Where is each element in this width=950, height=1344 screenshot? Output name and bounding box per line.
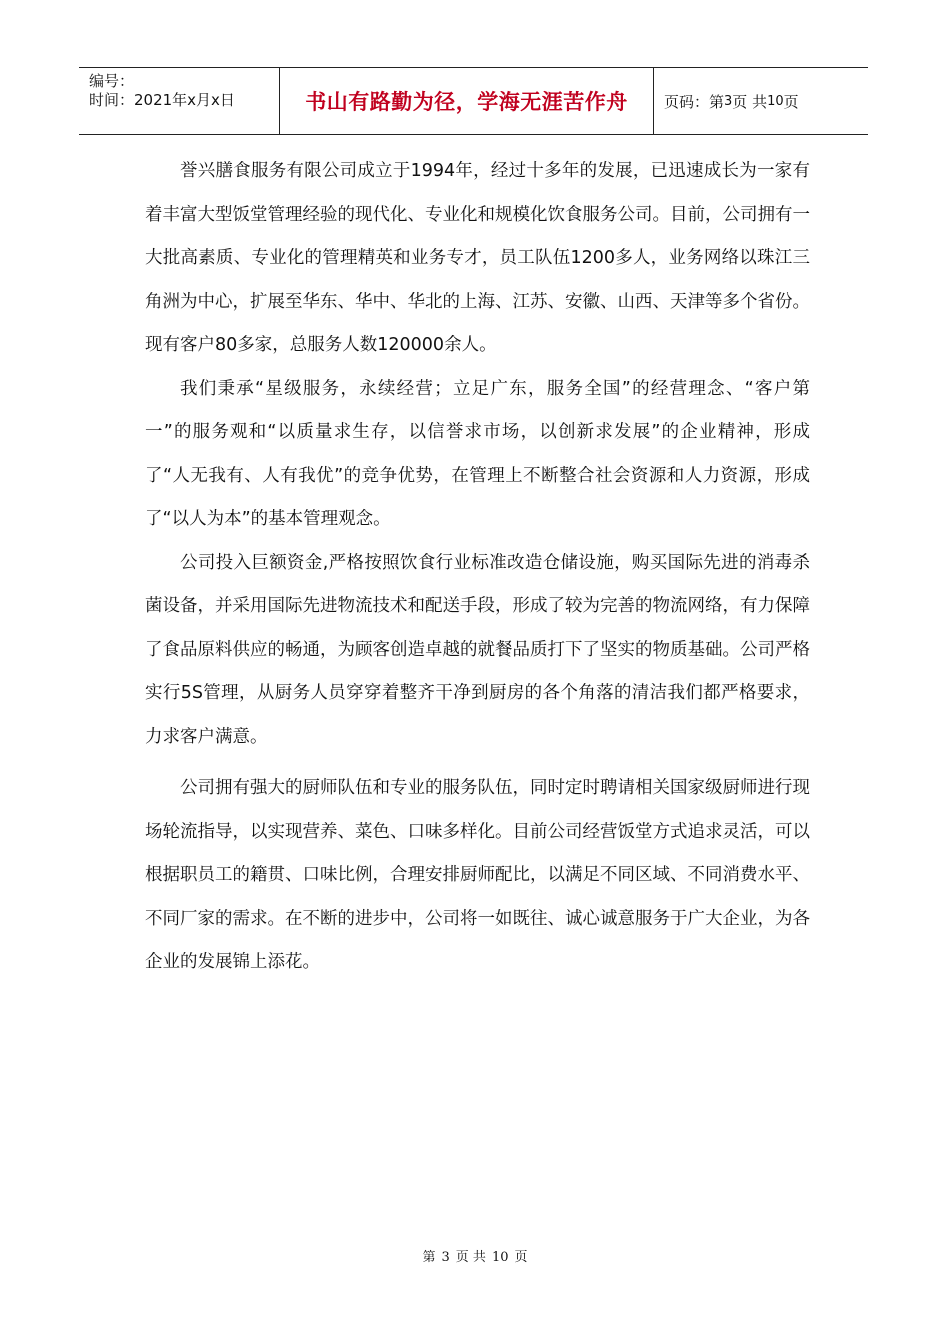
document-header [79,67,868,135]
document-time-label: 时间：2021年x月x日 [89,91,235,109]
footer-mid: 页 共 [455,1250,486,1265]
header-page-cell [654,68,868,134]
footer-prefix: 第 [422,1250,436,1265]
header-page-total: 10 [767,93,784,109]
document-body [145,150,810,985]
header-motto-cell [280,68,654,134]
document-number-label: 编号： [89,72,135,90]
footer-suffix: 页 [514,1250,528,1265]
header-page-current: 3 [724,93,733,109]
header-page-mid: 页 共 [732,92,768,111]
page-footer [0,1246,950,1265]
footer-page-total: 10 [491,1250,509,1265]
header-meta-cell [79,68,280,134]
header-motto: 书山有路勤为径，学海无涯苦作舟 [305,90,628,114]
header-page-label: 页码：第 [664,92,725,111]
header-page-end: 页 [783,92,799,111]
body-paragraph: 公司投入巨额资金,严格按照饮食行业标准改造仓储设施，购买国际先进的消毒杀菌设备，并采用国际先进物流技术和配送手段，形成了较为完善的物流网络，有力保障了食品原料供应的畅通，为顾客创造卓越的就餐品质打下了坚实的物质基础。公司严格实行5S管理，从厨务人员穿穿着整齐干净到厨房的各个角落的清洁我们都严格要求，力求客户满意。 [145,552,810,747]
body-paragraph: 公司拥有强大的厨师队伍和专业的服务队伍，同时定时聘请相关国家级厨师进行现场轮流指导，以实现营养、菜色、口味多样化。目前公司经营饭堂方式追求灵活，可以根据职员工的籍贯、口味比例，合理安排厨师配比，以满足不同区域、不同消费水平、不同厂家的需求。在不断的进步中，公司将一如既往、诚心诚意服务于广大企业，为各企业的发展锦上添花。 [145,778,810,972]
body-paragraph: 誉兴膳食服务有限公司成立于1994年，经过十多年的发展，已迅速成长为一家有着丰富大型饭堂管理经验的现代化、专业化和规模化饮食服务公司。目前，公司拥有一大批高素质、专业化的管理精英和业务专才，员工队伍1200多人，业务网络以珠江三角洲为中心，扩展至华东、华中、华北的上海、江苏、安徽、山西、天津等多个省份。现有客户80多家，总服务人数120000余人。 [145,161,810,355]
body-paragraph: 我们秉承“星级服务，永续经营；立足广东，服务全国”的经营理念、“客户第一”的服务观和“以质量求生存，以信誉求市场，以创新求发展”的企业精神，形成了“人无我有、人有我优”的竞争优势，在管理上不断整合社会资源和人力资源，形成了“以人为本”的基本管理观念。 [145,378,810,529]
footer-page-current: 3 [441,1250,450,1265]
